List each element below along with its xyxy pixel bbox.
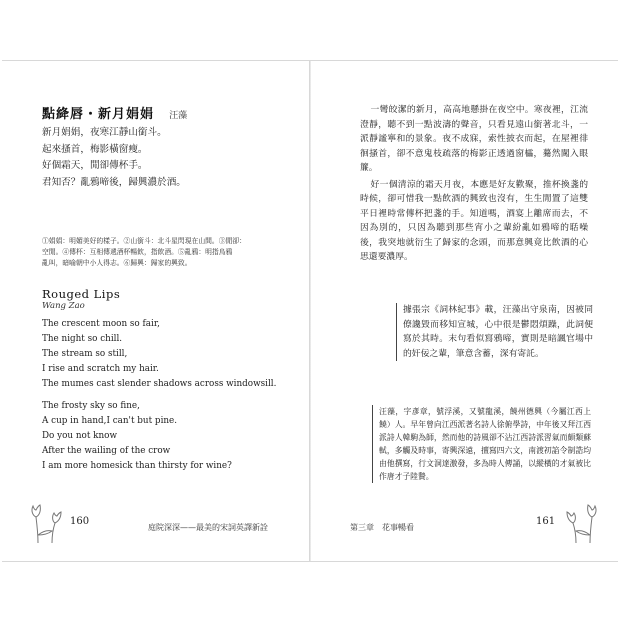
note-line: ①娟娟：明媚美好的樣子。②山銜斗：北斗星閃現在山間。③閒卻： (42, 237, 246, 245)
english-title: Rouged Lips (42, 287, 121, 301)
commentary-quote: 據張宗《詞林紀事》載，汪藻出守泉南，因被同僚讒毀而移知宣城，心中很是鬱悶煩躁，此詞便寫於其時。末句看似寫鴉啼，實則是暗諷官場中的奸佞之輩，筆意含蓄，深有寄託。 (396, 303, 593, 361)
poem-author: 汪藻 (169, 111, 188, 121)
essay-text (360, 103, 588, 267)
page-number: 160 (70, 516, 90, 527)
annotation-notes (42, 236, 282, 269)
poem-title: 點絳唇・新月娟娟 (42, 107, 155, 122)
poem-title-row (42, 103, 282, 123)
translation-line: I rise and scratch my hair. (42, 364, 159, 374)
translation-line: The night so chill. (42, 334, 123, 344)
author-biography: 汪藻，字彥章，號浮溪，又號龍溪，饒州德興（今屬江西上饒）人。早年曾向江西派著名詩人徐俯學詩，中年後又拜江西派詩人韓駒為師，然而他的詩風卻不沾江西詩派習氣而頗類蘇軾，多觸及時事，寄興深遠，擅寫四六文，南渡初諂令制誥均由他撰寫，行文洞達激發，多為時人傳誦，以縱橫的才氣被比作唐才子陸贄。 (372, 405, 591, 483)
translation-line: I am more homesick than thirsty for wine? (42, 461, 232, 471)
poem-line: 好個霜天，閒卻傳杯手。 (42, 160, 148, 171)
running-head: 第三章 花事暢看 (350, 523, 414, 532)
english-author: Wang Zao (42, 301, 85, 311)
book-spread (2, 60, 618, 562)
tulip-flower-icon (26, 501, 66, 543)
stanza-break (42, 392, 292, 399)
poem-line: 君知否？亂鴉啼後，歸興濃於酒。 (42, 176, 186, 188)
running-head: 庭院深深——最美的宋詞英譯新詮 (148, 523, 268, 532)
essay-paragraph: 好一個清涼的霜天月夜，本應是好友歡聚，推杯換盞的時候，卻可惜我一點飲酒的興致也沒有，生生閒置了這雙平日裡時常傳杯把盞的手。知道嗎，酒宴上離席而去，不因為別的，只因為聽到那些宵小之輩紛亂如鴉啼的聒噪後，我突地就衍生了歸家的念頭，而那意興竟比飲酒的心思還要濃厚。 (360, 179, 588, 262)
translation-line: After the wailing of the crow (42, 446, 171, 456)
page-number: 161 (536, 516, 556, 527)
poem-line: 起來搔首，梅影橫窗瘦。 (42, 143, 148, 155)
right-page (310, 61, 618, 561)
poem-line: 新月娟娟，夜寒江靜山銜斗。 (42, 127, 167, 138)
essay-paragraph: 一彎皎潔的新月，高高地懸掛在夜空中。寒夜裡，江流澄靜，聽不到一點波濤的聲音，只看見遠山銜著北斗，一派靜謐寧和的景象。夜不成寐，索性披衣而起，在屋裡徘徊搔首，卻不意鬼枝疏落的梅影正透過窗櫺，驀然闖入眼簾。 (360, 105, 588, 173)
english-translation (42, 317, 292, 474)
translation-line: A cup in hand,I can't but pine. (42, 416, 178, 426)
translation-line: The stream so still, (42, 349, 128, 359)
translation-line: The crescent moon so fair, (42, 319, 160, 329)
translation-line: Do you not know (42, 431, 117, 441)
note-line: 亂叫，暗喻朝中小人得志。⑥歸興：歸家的興致。 (42, 259, 192, 267)
translation-line: The mumes cast slender shadows across windowsill. (42, 379, 277, 389)
tulip-flower-icon (562, 501, 602, 543)
left-page (2, 61, 310, 561)
note-line: 空閒。④傳杯：互相傳遞酒杯暢飲，指飲酒。⑤亂鴉：明指烏鴉 (42, 248, 233, 256)
translation-line: The frosty sky so fine, (42, 401, 140, 411)
chinese-poem (42, 125, 282, 191)
